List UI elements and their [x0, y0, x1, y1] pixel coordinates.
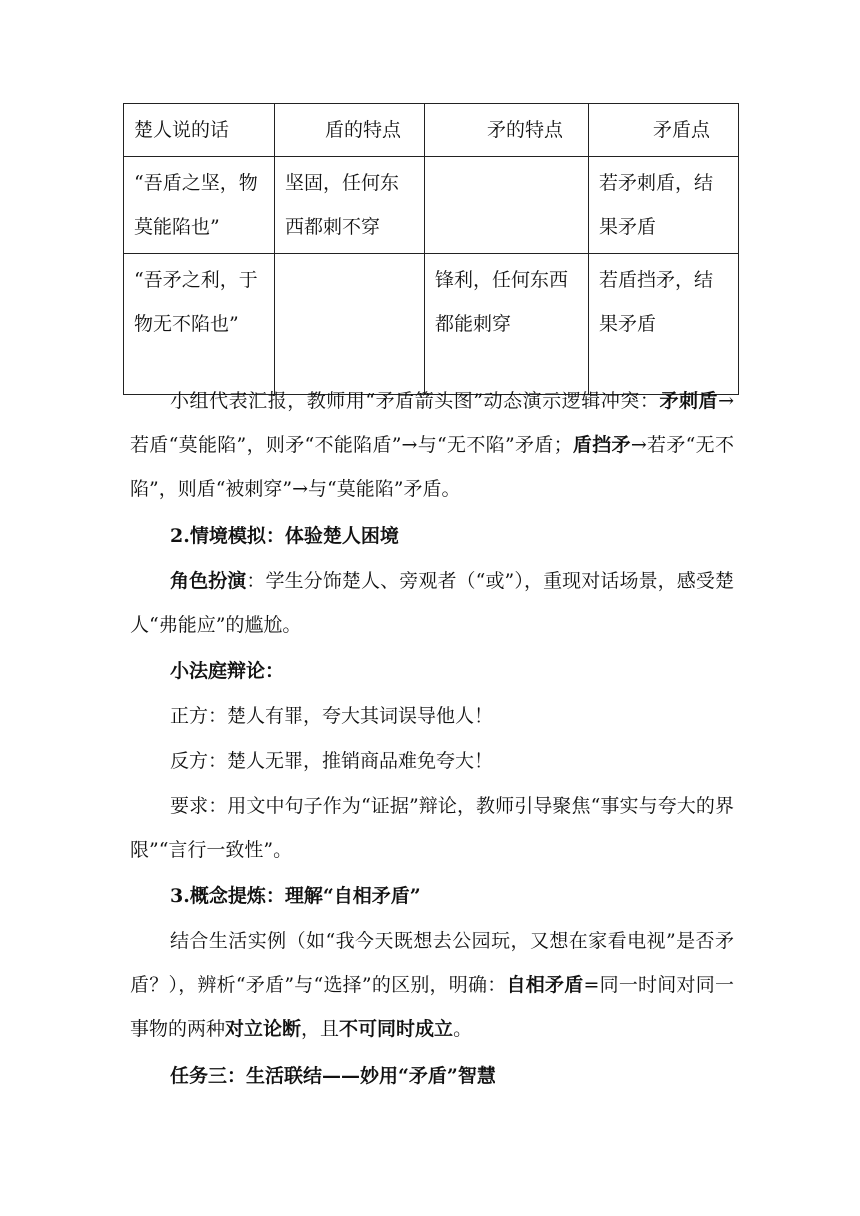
table-cell — [425, 157, 589, 254]
bold-term: 对立论断 — [225, 1018, 302, 1040]
bold-term: 角色扮演 — [170, 570, 247, 592]
bold-term: 不可同时成立 — [339, 1018, 454, 1040]
debate-label: 小法庭辩论： — [170, 660, 285, 682]
text-span: 。 — [453, 1018, 473, 1040]
paragraph-concept — [130, 919, 734, 1051]
text-span: ，且 — [301, 1018, 340, 1040]
paragraph-roleplay — [130, 559, 734, 647]
text-span: 小组代表汇报，教师用“矛盾箭头图”动态演示逻辑冲突： — [170, 390, 660, 412]
analysis-table — [123, 103, 739, 395]
table-cell: 坚固，任何东西都刺不穿 — [275, 157, 425, 254]
table-header-cell: 矛盾点 — [589, 104, 739, 157]
text-span: =同一时间对同一事物的两种 — [130, 974, 734, 1040]
section-heading-3: 3.概念提炼：理解“自相矛盾” — [170, 885, 421, 907]
paragraph-requirement: 要求：用文中句子作为“证据”辩论，教师引导聚焦“事实与夸大的界限”“言行一致性”。 — [130, 795, 734, 861]
table-header-cell: 盾的特点 — [275, 104, 425, 157]
paragraph-pro-side: 正方：楚人有罪，夸大其词误导他人！ — [170, 705, 494, 727]
paragraph-report — [130, 379, 734, 511]
bold-term: 矛刺盾 — [659, 390, 719, 412]
table-header-cell: 楚人说的话 — [124, 104, 275, 157]
table-cell: “吾盾之坚，物莫能陷也” — [124, 157, 275, 254]
bold-term: 盾挡矛 — [572, 434, 631, 456]
text-span: →若盾“莫能陷”，则矛“不能陷盾”→与“无不陷”矛盾； — [130, 390, 734, 456]
table-header-cell: 矛的特点 — [425, 104, 589, 157]
text-span: 结合生活实例（如“我今天既想去公园玩，又想在家看电视”是否矛盾？），辨析“矛盾”与“选择”的区别，明确： — [130, 930, 734, 996]
table-cell: 锋利，任何东西都能刺穿 — [425, 254, 589, 395]
table-row — [124, 157, 739, 254]
text-span: →若矛“无不陷”，则盾“被刺穿”→与“莫能陷”矛盾。 — [130, 434, 734, 500]
text-span: ：学生分饰楚人、旁观者（“或”），重现对话场景，感受楚人“弗能应”的尴尬。 — [130, 570, 734, 636]
table-header-row — [124, 104, 739, 157]
table-cell: “吾矛之利，于物无不陷也” — [124, 254, 275, 395]
paragraph-con-side: 反方：楚人无罪，推销商品难免夸大！ — [170, 750, 494, 772]
section-heading-2: 2.情境模拟：体验楚人困境 — [170, 525, 399, 547]
table-cell: 若矛刺盾，结果矛盾 — [589, 157, 739, 254]
table-cell — [275, 254, 425, 395]
table-row — [124, 254, 739, 395]
table-cell: 若盾挡矛，结果矛盾 — [589, 254, 739, 395]
section-heading-task3: 任务三：生活联结——妙用“矛盾”智慧 — [170, 1065, 496, 1087]
bold-term: 自相矛盾 — [506, 974, 584, 996]
